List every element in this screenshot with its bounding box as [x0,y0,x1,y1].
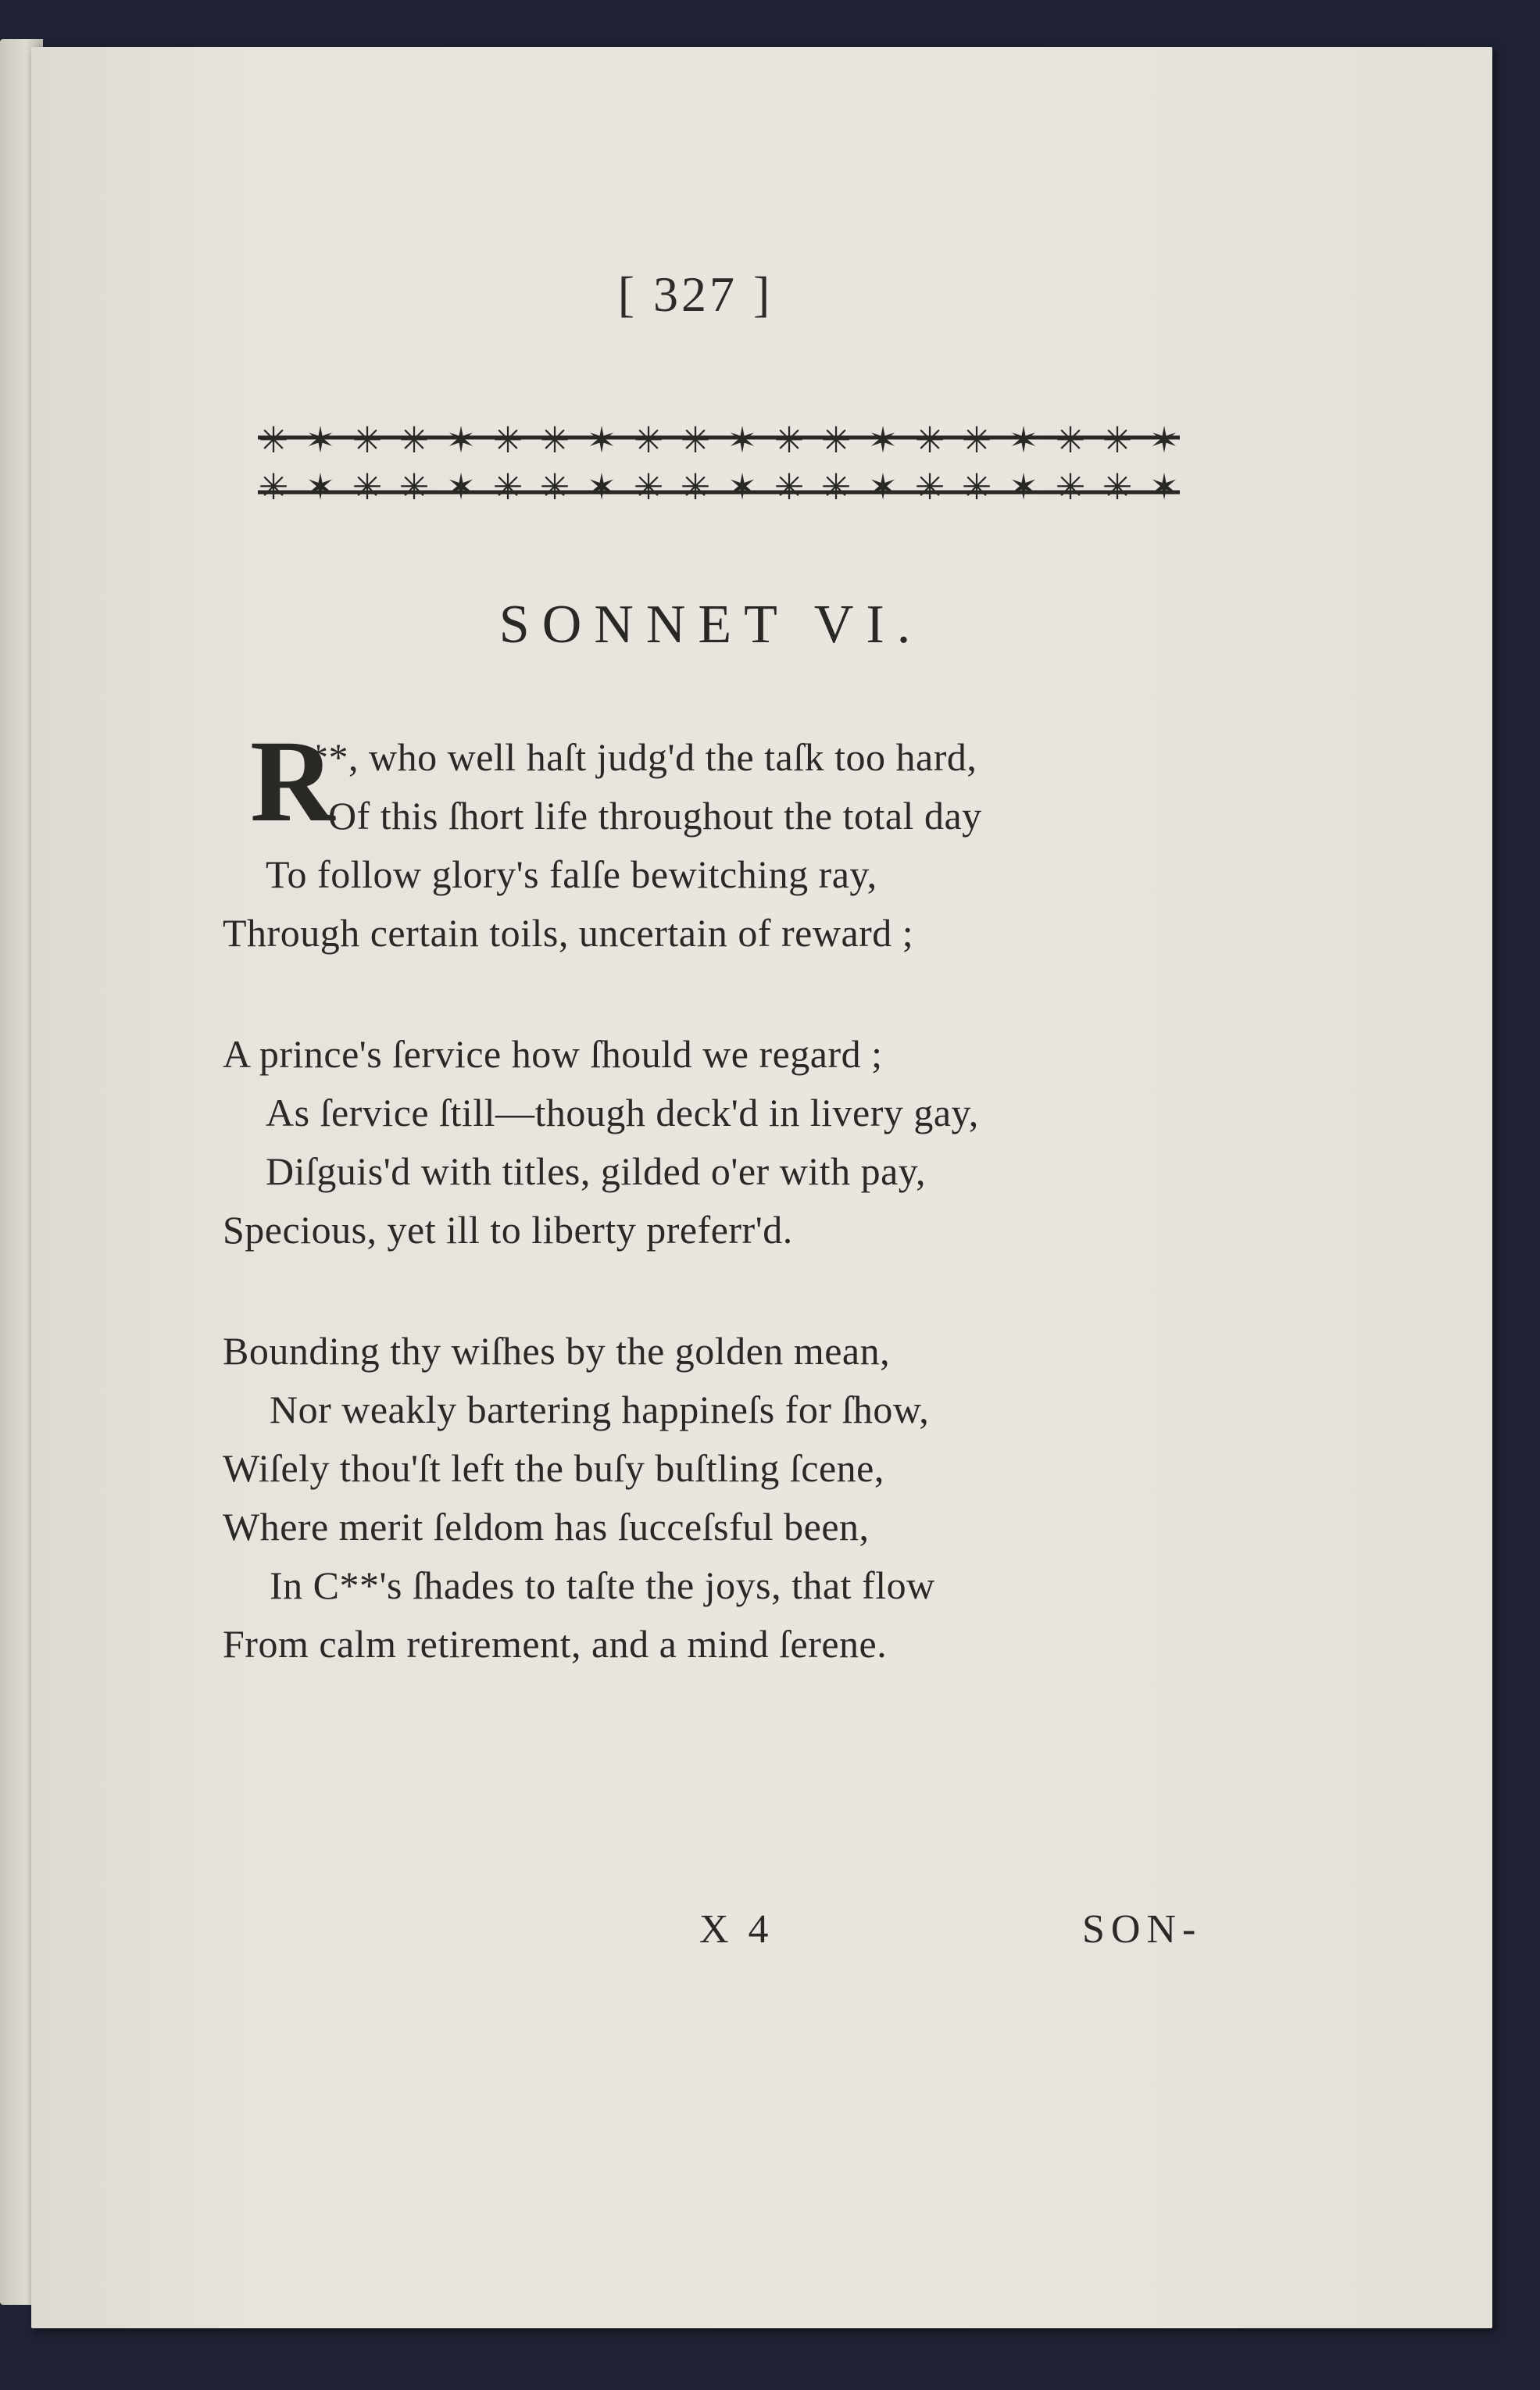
poem-line: Wiſely thou'ſt left the buſy buſtling ſcene, [223,1446,884,1490]
signature-mark: X 4 [699,1907,774,1952]
ornament-star: ✳ [258,419,289,461]
ornament-star: ✳ [1055,466,1086,508]
ornament-band [250,414,1188,516]
ornament-star: ✳ [680,419,711,461]
ornament-star: ✳ [774,419,805,461]
ornament-star: ✳ [1102,466,1133,508]
catchword: SON- [1082,1907,1202,1952]
ornament-star: ✳ [398,466,430,508]
ornament-star: ✳ [820,419,852,461]
ornament-star: ✳ [961,466,992,508]
ornament-star: ✳ [492,466,523,508]
ornament-star: ✶ [727,466,758,508]
ornament-star: ✳ [680,466,711,508]
ornament-star: ✳ [492,419,523,461]
ornament-star: ✶ [305,466,336,508]
poem-line: Where merit ſeldom has ſucceſsful been, [223,1505,870,1549]
ornament-star: ✶ [1008,466,1039,508]
ornament-star: ✳ [633,466,664,508]
drop-cap: R [250,716,335,846]
ornament-star: ✶ [867,419,899,461]
ornament-star: ✶ [586,466,617,508]
ornament-star: ✶ [1149,419,1180,461]
ornament-star: ✶ [1149,466,1180,508]
poem-line: In C**'s ſhades to taſte the joys, that flow [270,1563,935,1607]
ornament-star: ✶ [305,419,336,461]
ornament-star: ✳ [258,466,289,508]
ornament-star: ✶ [1008,419,1039,461]
ornament-star: ✳ [914,466,945,508]
ornament-star: ✳ [961,419,992,461]
ornament-star: ✶ [727,419,758,461]
poem-line: Nor weakly bartering happineſs for ſhow, [270,1388,930,1431]
poem-line: From calm retirement, and a mind ſerene. [223,1622,888,1666]
poem-line: Diſguis'd with titles, gilded o'er with pay, [266,1149,927,1193]
ornament-star: ✳ [398,419,430,461]
ornament-star: ✳ [1055,419,1086,461]
ornament-star: ✳ [352,419,383,461]
ornament-star: ✶ [586,419,617,461]
ornament-star: ✳ [539,419,570,461]
ornament-star: ✳ [539,466,570,508]
poem-line: Specious, yet ill to liberty preferr'd. [223,1208,793,1252]
poem-line: A prince's ſervice how ſhould we regard ; [223,1032,883,1076]
poem-line: As ſervice ſtill—though deck'd in livery gay, [266,1091,979,1134]
poem-line: To follow glory's falſe bewitching ray, [266,852,877,896]
poem-line: **, who well haſt judg'd the taſk too hard, [309,735,977,779]
poem-line: Of this ſhort life throughout the total day [328,794,982,838]
book-page [31,47,1492,2328]
sonnet-title: SONNET VI. [498,595,924,655]
ornament-star: ✳ [774,466,805,508]
page-number: [ 327 ] [617,266,774,322]
poem-line: Through certain toils, uncertain of reward ; [223,911,914,955]
poem-line: Bounding thy wiſhes by the golden mean, [223,1329,891,1373]
ornament-star: ✳ [352,466,383,508]
ornament-star: ✳ [820,466,852,508]
ornament-star: ✶ [445,419,477,461]
ornament-star: ✳ [633,419,664,461]
ornament-star: ✳ [1102,419,1133,461]
ornament-star: ✳ [914,419,945,461]
ornament-star: ✶ [445,466,477,508]
ornament-star: ✶ [867,466,899,508]
